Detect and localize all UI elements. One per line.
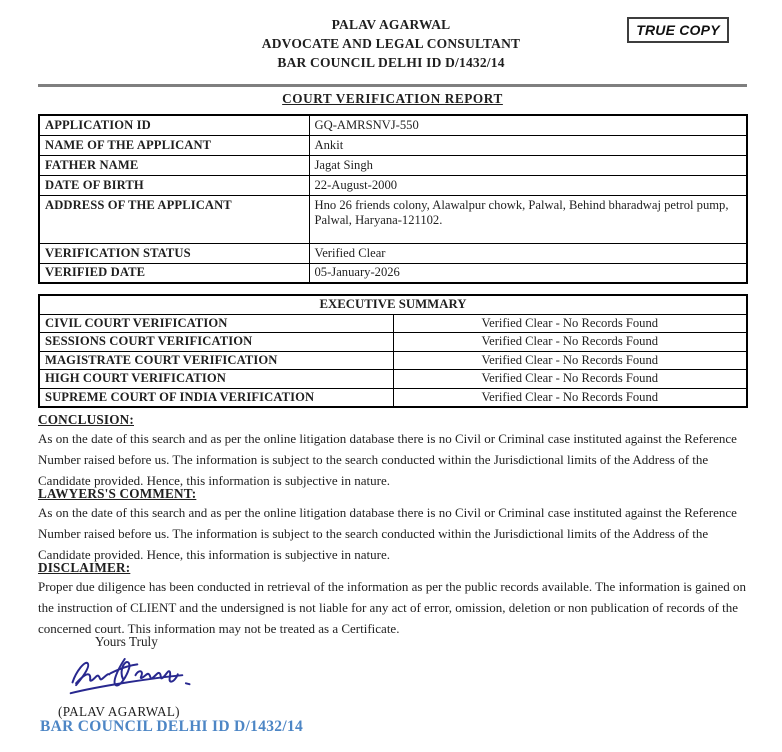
closing-text: Yours Truly bbox=[95, 634, 158, 649]
handwritten-signature-icon bbox=[58, 650, 213, 704]
section-conclusion bbox=[38, 412, 750, 491]
advocate-bar-id: BAR COUNCIL DELHI ID D/1432/14 bbox=[277, 55, 505, 70]
table-row bbox=[39, 135, 747, 155]
row-label: ADDRESS OF THE APPLICANT bbox=[39, 195, 309, 243]
table-row bbox=[39, 333, 747, 352]
row-value: Ankit bbox=[309, 135, 747, 155]
section-body: As on the date of this search and as per the online litigation database there is no Civil or Criminal case instituted against the Reference Number raised before us. The information is subject to the search conducted within the Jurisdictional limits of the Address of the Candidate provided. Hence, this information is subjective in nature. bbox=[38, 505, 737, 562]
section-heading: DISCLAIMER: bbox=[38, 560, 131, 575]
signatory-name: (PALAV AGARWAL) bbox=[58, 704, 180, 719]
section-lawyers-comment bbox=[38, 486, 750, 565]
table-row bbox=[39, 155, 747, 175]
row-value: Jagat Singh bbox=[309, 155, 747, 175]
summary-title: EXECUTIVE SUMMARY bbox=[39, 295, 747, 314]
executive-summary-table bbox=[38, 294, 748, 408]
row-label: NAME OF THE APPLICANT bbox=[39, 135, 309, 155]
row-label: CIVIL COURT VERIFICATION bbox=[39, 314, 393, 333]
row-value: Verified Clear bbox=[309, 243, 747, 263]
applicant-table bbox=[38, 114, 748, 284]
row-value: 05-January-2026 bbox=[309, 263, 747, 283]
section-heading: CONCLUSION: bbox=[38, 412, 134, 427]
summary-header-row bbox=[39, 295, 747, 314]
table-row bbox=[39, 195, 747, 243]
row-label: VERIFICATION STATUS bbox=[39, 243, 309, 263]
row-value: Verified Clear - No Records Found bbox=[393, 333, 747, 352]
row-label: SESSIONS COURT VERIFICATION bbox=[39, 333, 393, 352]
table-row bbox=[39, 351, 747, 370]
report-title: COURT VERIFICATION REPORT bbox=[282, 91, 503, 106]
table-row bbox=[39, 115, 747, 135]
row-value: 22-August-2000 bbox=[309, 175, 747, 195]
true-copy-label: TRUE COPY bbox=[636, 22, 720, 38]
row-label: VERIFIED DATE bbox=[39, 263, 309, 283]
header-divider bbox=[38, 84, 747, 87]
row-label: SUPREME COURT OF INDIA VERIFICATION bbox=[39, 388, 393, 407]
table-row bbox=[39, 263, 747, 283]
bar-council-footer: BAR COUNCIL DELHI ID D/1432/14 bbox=[40, 718, 304, 735]
section-heading: LAWYERS'S COMMENT: bbox=[38, 486, 197, 501]
section-disclaimer bbox=[38, 560, 750, 639]
section-body: Proper due diligence has been conducted in retrieval of the information as per the public records available. The information is gained on the instruction of CLIENT and the undersigned is not liable for any act of error, omission, deletion or non publication of records of the concerned court. This information may not be treated as a Certificate. bbox=[38, 579, 747, 636]
table-row bbox=[39, 314, 747, 333]
row-value: Verified Clear - No Records Found bbox=[393, 388, 747, 407]
row-value: Verified Clear - No Records Found bbox=[393, 370, 747, 389]
row-value: Hno 26 friends colony, Alawalpur chowk, Palwal, Behind bharadwaj petrol pump, Palwal, Haryana-121102. bbox=[309, 195, 747, 243]
table-row bbox=[39, 388, 747, 407]
section-body: As on the date of this search and as per the online litigation database there is no Civil or Criminal case instituted against the Reference Number raised before us. The information is subject to the search conducted within the Jurisdictional limits of the Address of the Candidate provided. Hence, this information is subjective in nature. bbox=[38, 431, 737, 488]
row-value: Verified Clear - No Records Found bbox=[393, 314, 747, 333]
advocate-name: PALAV AGARWAL bbox=[331, 17, 451, 32]
table-row bbox=[39, 175, 747, 195]
row-label: FATHER NAME bbox=[39, 155, 309, 175]
table-row bbox=[39, 370, 747, 389]
row-label: MAGISTRATE COURT VERIFICATION bbox=[39, 351, 393, 370]
row-value: GQ-AMRSNVJ-550 bbox=[309, 115, 747, 135]
row-label: DATE OF BIRTH bbox=[39, 175, 309, 195]
true-copy-stamp bbox=[627, 17, 729, 43]
advocate-role: ADVOCATE AND LEGAL CONSULTANT bbox=[261, 36, 521, 51]
row-label: APPLICATION ID bbox=[39, 115, 309, 135]
row-label: HIGH COURT VERIFICATION bbox=[39, 370, 393, 389]
row-value: Verified Clear - No Records Found bbox=[393, 351, 747, 370]
table-row bbox=[39, 243, 747, 263]
